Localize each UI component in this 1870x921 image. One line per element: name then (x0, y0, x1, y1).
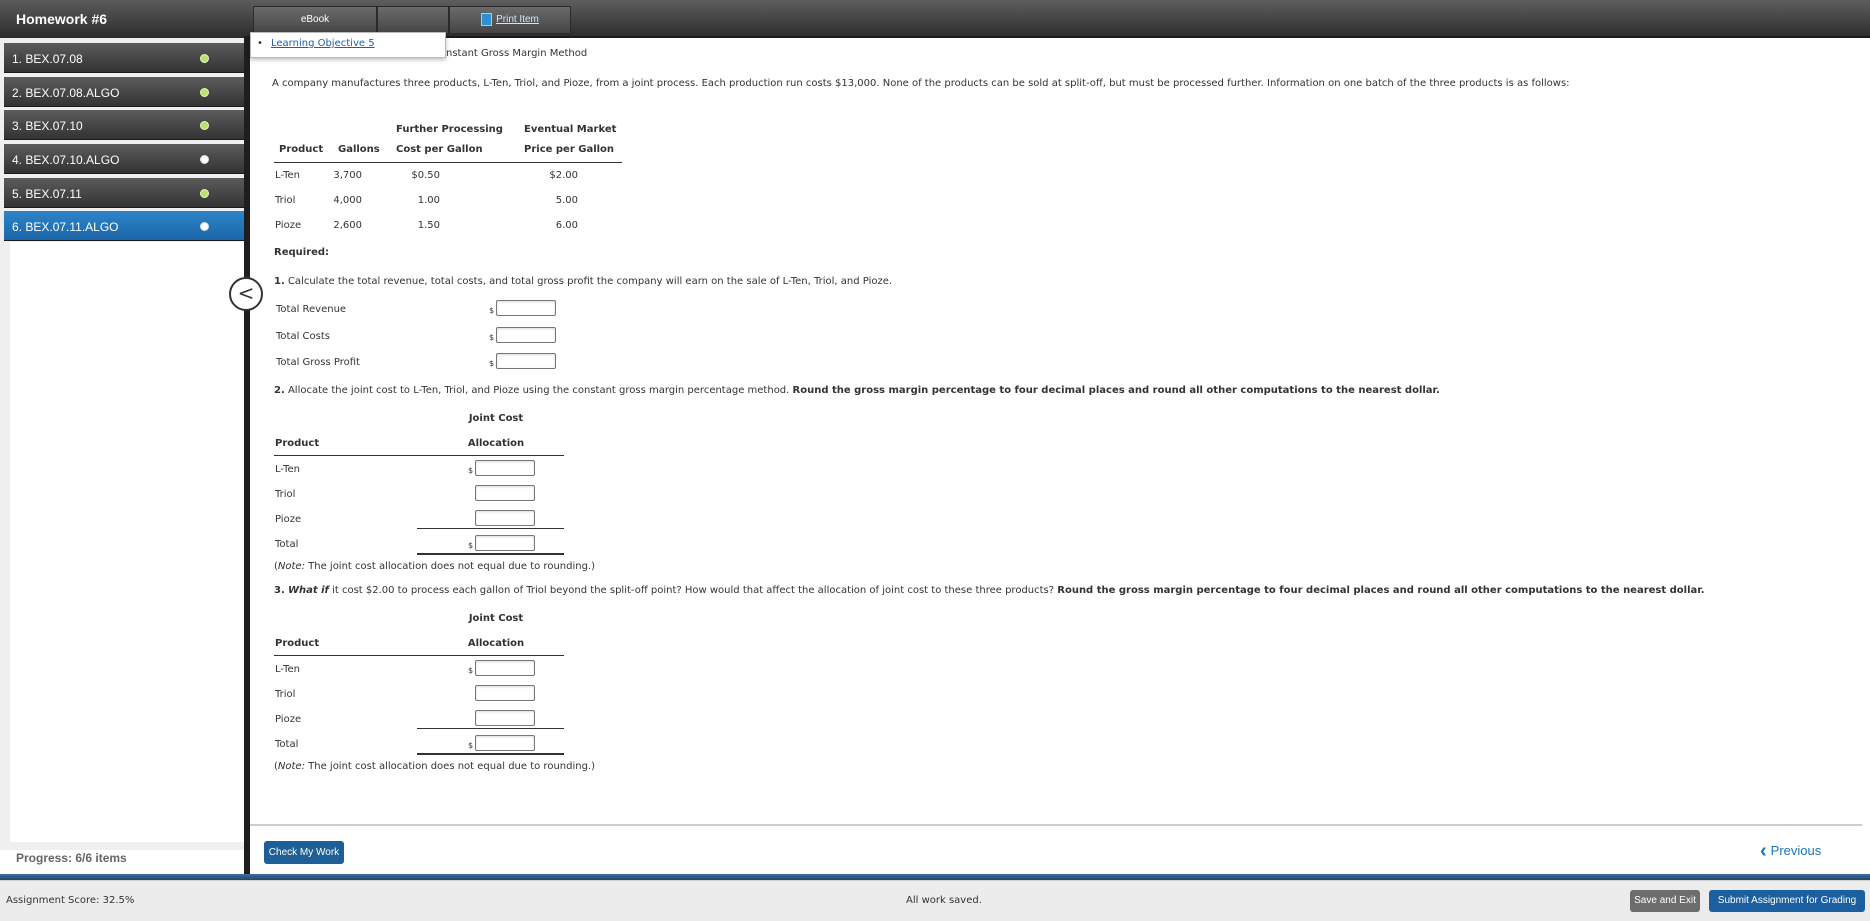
incomplete-status-icon (200, 155, 209, 164)
table-cell-product: L-Ten (275, 170, 300, 181)
q3-col-top: Joint Cost (468, 613, 524, 624)
q2-text: Allocate the joint cost to L-Ten, Triol, and Pioze using the constant gross margin percentage method. (287, 385, 790, 396)
col-header-fpc-top: Further Processing (396, 124, 503, 135)
q3-total-input[interactable] (475, 735, 535, 751)
q1-text: Calculate the total revenue, total costs, and total gross profit the company will earn on the sale of L-Ten, Triol, and Pioze. (287, 276, 893, 287)
q3-number: 3. (274, 585, 285, 596)
q2-prompt (274, 385, 1440, 396)
check-my-work-button[interactable]: Check My Work (264, 841, 344, 864)
q3-triol-input[interactable] (475, 685, 535, 701)
sidebar-panel (10, 242, 244, 842)
table-cell-cost: 1.50 (417, 220, 440, 231)
note-label: Note: (277, 561, 305, 572)
table-cell-product: Pioze (275, 220, 302, 231)
q2-col-top: Joint Cost (468, 413, 524, 424)
dollar-sign: $ (468, 541, 474, 550)
table-cell-cost: $0.50 (411, 170, 440, 181)
col-header-emp-top: Eventual Market (524, 124, 617, 135)
col-header-fpc-bottom: Cost per Gallon (396, 144, 483, 155)
q2-triol-input[interactable] (475, 485, 535, 501)
submit-assignment-button[interactable]: Submit Assignment for Grading (1709, 890, 1865, 912)
problem-content (250, 36, 1862, 826)
sidebar-item-6[interactable] (4, 211, 244, 241)
save-and-exit-button[interactable]: Save and Exit (1630, 890, 1700, 912)
q2-row-label: Pioze (275, 514, 302, 525)
q2-header-rule (274, 455, 564, 456)
previous-label: Previous (1770, 842, 1822, 858)
sidebar-item-label: 3. BEX.07.10 (12, 119, 83, 133)
collapse-sidebar-button[interactable] (229, 277, 263, 311)
q3-what-if: What if (287, 585, 329, 596)
dollar-sign: $ (468, 466, 474, 475)
tab-print-item[interactable] (449, 6, 571, 34)
q2-row-label: Total (275, 539, 299, 550)
q2-total-rule (417, 553, 564, 555)
dollar-sign: $ (489, 333, 495, 342)
assignment-score: Assignment Score: 32.5% (6, 895, 135, 906)
q2-total-input[interactable] (475, 535, 535, 551)
q1-number: 1. (274, 276, 285, 287)
footer-divider (250, 824, 1862, 826)
q3-row-label: Pioze (275, 714, 302, 725)
q3-pioze-input[interactable] (475, 710, 535, 726)
note-text: The joint cost allocation does not equal due to rounding.) (304, 561, 596, 572)
dollar-sign: $ (468, 741, 474, 750)
resource-tabbar (250, 0, 1870, 38)
chevron-left-icon: < (237, 281, 255, 305)
dollar-sign: $ (489, 359, 495, 368)
col-header-emp-bottom: Price per Gallon (524, 144, 615, 155)
total-gross-profit-input[interactable] (496, 353, 556, 369)
q3-total-rule (417, 753, 564, 755)
dollar-sign: $ (489, 306, 495, 315)
status-bar (0, 880, 1870, 921)
q2-col-product: Product (275, 438, 320, 449)
learning-objective-link[interactable]: Learning Objective 5 (271, 38, 375, 49)
q2-rounding-instruction: Round the gross margin percentage to four decimal places and round all other computations to the nearest dollar. (792, 385, 1440, 396)
note-text: The joint cost allocation does not equal due to rounding.) (304, 761, 596, 772)
table-cell-cost: 1.00 (417, 195, 440, 206)
save-status: All work saved. (906, 895, 982, 906)
q3-row-label: L-Ten (275, 664, 300, 675)
complete-status-icon (200, 121, 209, 130)
total-revenue-input[interactable] (496, 300, 556, 316)
q1-row-label: Total Gross Profit (276, 357, 360, 368)
q2-note (274, 561, 595, 572)
q3-note (274, 761, 595, 772)
previous-button[interactable] (1760, 840, 1821, 863)
q3-col-bottom: Allocation (467, 638, 525, 649)
q2-subtotal-rule (417, 528, 564, 529)
sidebar-item-3[interactable] (4, 110, 244, 140)
q3-text: it cost $2.00 to process each gallon of Triol beyond the split-off point? How would that affect the allocation of joint cost to these three products? (328, 585, 1055, 596)
q2-number: 2. (274, 385, 285, 396)
q1-row-label: Total Costs (276, 331, 330, 342)
learning-objective-dropdown (250, 32, 446, 58)
q3-row-label: Total (275, 739, 299, 750)
sidebar-item-label: 2. BEX.07.08.ALGO (12, 86, 120, 100)
progress-text: Progress: 6/6 items (16, 851, 127, 865)
sidebar-item-label: 4. BEX.07.10.ALGO (12, 153, 120, 167)
total-costs-input[interactable] (496, 327, 556, 343)
q3-rounding-instruction: Round the gross margin percentage to four decimal places and round all other computations to the nearest dollar. (1057, 585, 1705, 596)
print-icon (481, 13, 492, 26)
table-cell-gallons: 2,600 (333, 220, 362, 231)
q2-col-bottom: Allocation (467, 438, 525, 449)
note-paren: ( (274, 561, 278, 572)
table-cell-price: 5.00 (555, 195, 578, 206)
q2-row-label: L-Ten (275, 464, 300, 475)
q2-row-label: Triol (275, 489, 296, 500)
q2-lten-input[interactable] (475, 460, 535, 476)
sidebar-item-label: 6. BEX.07.11.ALGO (12, 220, 119, 234)
q3-row-label: Triol (275, 689, 296, 700)
homework-title: Homework #6 (16, 11, 108, 27)
required-heading: Required: (274, 247, 330, 258)
problem-subtitle: nstant Gross Margin Method (446, 48, 588, 59)
col-header-gallons: Gallons (338, 144, 380, 155)
note-paren: ( (274, 761, 278, 772)
sidebar-item-1[interactable] (4, 43, 244, 73)
q3-prompt (274, 585, 1705, 596)
sidebar-item-5[interactable] (4, 178, 244, 208)
complete-status-icon (200, 189, 209, 198)
tab-blank[interactable] (377, 6, 449, 34)
sidebar-item-2[interactable] (4, 77, 244, 107)
q3-header-rule (274, 655, 564, 656)
table-cell-price: $2.00 (549, 170, 578, 181)
problem-intro: A company manufactures three products, L-Ten, Triol, and Pioze, from a joint process. Each production run costs $13,000. None of the products can be sold at split-off, but must be processed further. Information on one batch of the three products is as follows: (272, 78, 1570, 89)
sidebar-item-4[interactable] (4, 144, 244, 174)
chevron-left-icon: ‹ (1760, 840, 1767, 862)
sidebar-item-label: 1. BEX.07.08 (12, 52, 83, 66)
table-cell-price: 6.00 (555, 220, 578, 231)
q3-col-product: Product (275, 638, 320, 649)
homework-header (0, 0, 250, 40)
complete-status-icon (200, 54, 209, 63)
current-status-icon (200, 222, 209, 231)
q3-subtotal-rule (417, 728, 564, 729)
q2-pioze-input[interactable] (475, 510, 535, 526)
q1-row-label: Total Revenue (276, 304, 347, 315)
q3-lten-input[interactable] (475, 660, 535, 676)
sidebar-item-label: 5. BEX.07.11 (12, 187, 82, 201)
dollar-sign: $ (468, 666, 474, 675)
tab-ebook[interactable]: eBook (253, 6, 377, 34)
table-cell-product: Triol (275, 195, 296, 206)
table-cell-gallons: 3,700 (333, 170, 362, 181)
q1-prompt (274, 276, 892, 287)
note-label: Note: (277, 761, 305, 772)
table-cell-gallons: 4,000 (333, 195, 362, 206)
sidebar (0, 38, 244, 850)
tab-print-label: Print Item (496, 14, 539, 25)
table-header-rule (274, 162, 622, 163)
col-header-product: Product (279, 144, 324, 155)
bullet-icon: • (257, 38, 263, 49)
complete-status-icon (200, 88, 209, 97)
